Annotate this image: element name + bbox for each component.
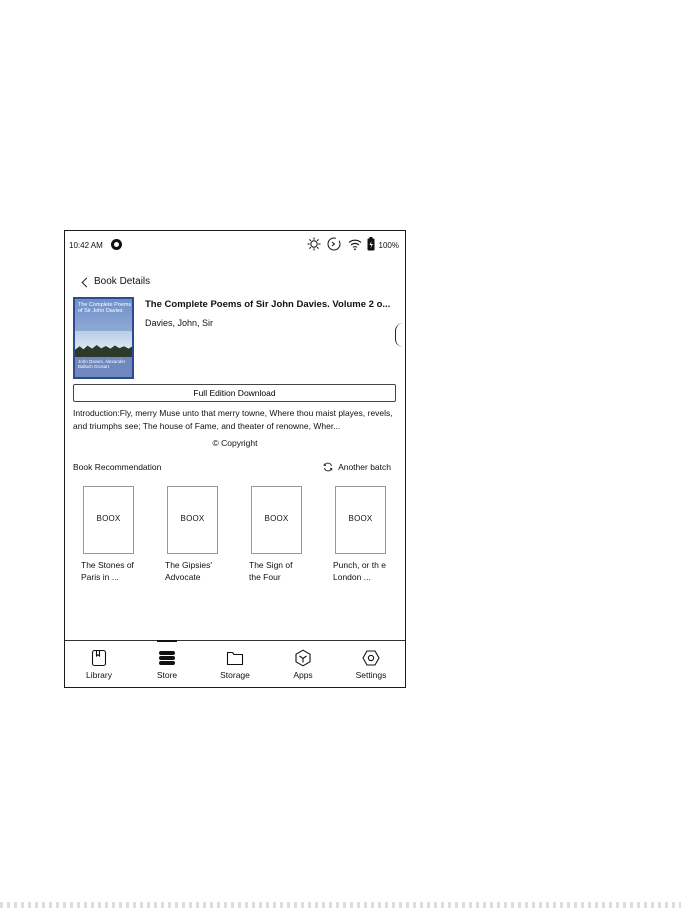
recommendation-item[interactable] xyxy=(333,486,393,583)
scan-artifact-strip xyxy=(0,902,681,908)
recommendation-title: Book Recommendation xyxy=(73,462,162,472)
recommendation-name: Punch, or th e London ... xyxy=(333,560,386,582)
nav-item-storage[interactable] xyxy=(201,641,269,687)
boox-logo: BOOX xyxy=(180,514,205,523)
settings-icon xyxy=(362,649,380,667)
copyright-link[interactable]: © Copyright xyxy=(212,438,258,448)
recommendation-item[interactable] xyxy=(249,486,309,583)
book-cover[interactable] xyxy=(73,297,134,379)
nav-item-library[interactable] xyxy=(65,641,133,687)
nav-label-library: Library xyxy=(86,670,112,680)
nav-item-store[interactable] xyxy=(133,641,201,687)
battery-percentage: 100% xyxy=(378,241,399,250)
bottom-nav xyxy=(65,640,405,687)
page-title: Book Details xyxy=(94,276,151,287)
nav-label-store: Store xyxy=(156,670,178,680)
sync-icon[interactable] xyxy=(326,236,342,252)
apps-icon xyxy=(294,649,312,667)
recommendation-item[interactable] xyxy=(81,486,141,583)
wifi-icon[interactable] xyxy=(347,236,363,252)
recommendation-item[interactable] xyxy=(165,486,225,583)
book-author: Davies, John, Sir xyxy=(145,318,214,328)
refresh-icon xyxy=(323,462,333,472)
recommendation-name: The Stones of Paris in ... xyxy=(81,560,134,582)
store-icon xyxy=(158,649,176,667)
cover-author: John Davies, Alexander Balloch Grosart xyxy=(78,359,126,369)
recommendation-cover xyxy=(83,486,134,554)
brightness-icon[interactable] xyxy=(306,236,322,252)
library-icon xyxy=(90,649,108,667)
boox-logo: BOOX xyxy=(96,514,121,523)
nav-label-storage: Storage xyxy=(220,670,250,680)
recommendation-cover xyxy=(251,486,302,554)
another-batch-button[interactable] xyxy=(323,460,391,474)
boox-logo: BOOX xyxy=(348,514,373,523)
recommendation-cover xyxy=(335,486,386,554)
nav-item-settings[interactable] xyxy=(337,641,405,687)
nav-label-apps: Apps xyxy=(293,670,313,680)
book-introduction: Introduction:Fly, merry Muse unto that merry towne, Where thou maist playes, revels, and triumphs see; The house of Fame, and theater of renowne, Wher... xyxy=(73,408,393,431)
device-screen xyxy=(64,230,406,688)
recommendation-name: The Gipsies' Advocate xyxy=(165,560,212,582)
page-header xyxy=(65,271,405,293)
active-tab-indicator xyxy=(157,640,177,642)
status-time: 10:42 AM xyxy=(69,241,103,250)
full-edition-download-button[interactable]: Full Edition Download xyxy=(73,384,396,402)
recommendation-name: The Sign of the Four xyxy=(249,560,293,582)
recommendation-cover xyxy=(167,486,218,554)
cover-title: The Complete Poems of Sir John Davies xyxy=(78,302,132,314)
nav-item-apps[interactable] xyxy=(269,641,337,687)
status-bar xyxy=(65,231,405,259)
boox-logo: BOOX xyxy=(264,514,289,523)
another-batch-label: Another batch xyxy=(338,462,391,472)
notification-icon xyxy=(111,239,122,250)
book-title: The Complete Poems of Sir John Davies. Volume 2 o... xyxy=(145,299,391,310)
battery-icon xyxy=(366,236,376,252)
chevron-left-icon[interactable] xyxy=(79,276,93,290)
folder-icon xyxy=(226,649,244,667)
side-drawer-handle[interactable] xyxy=(395,323,403,347)
nav-label-settings: Settings xyxy=(355,670,387,680)
